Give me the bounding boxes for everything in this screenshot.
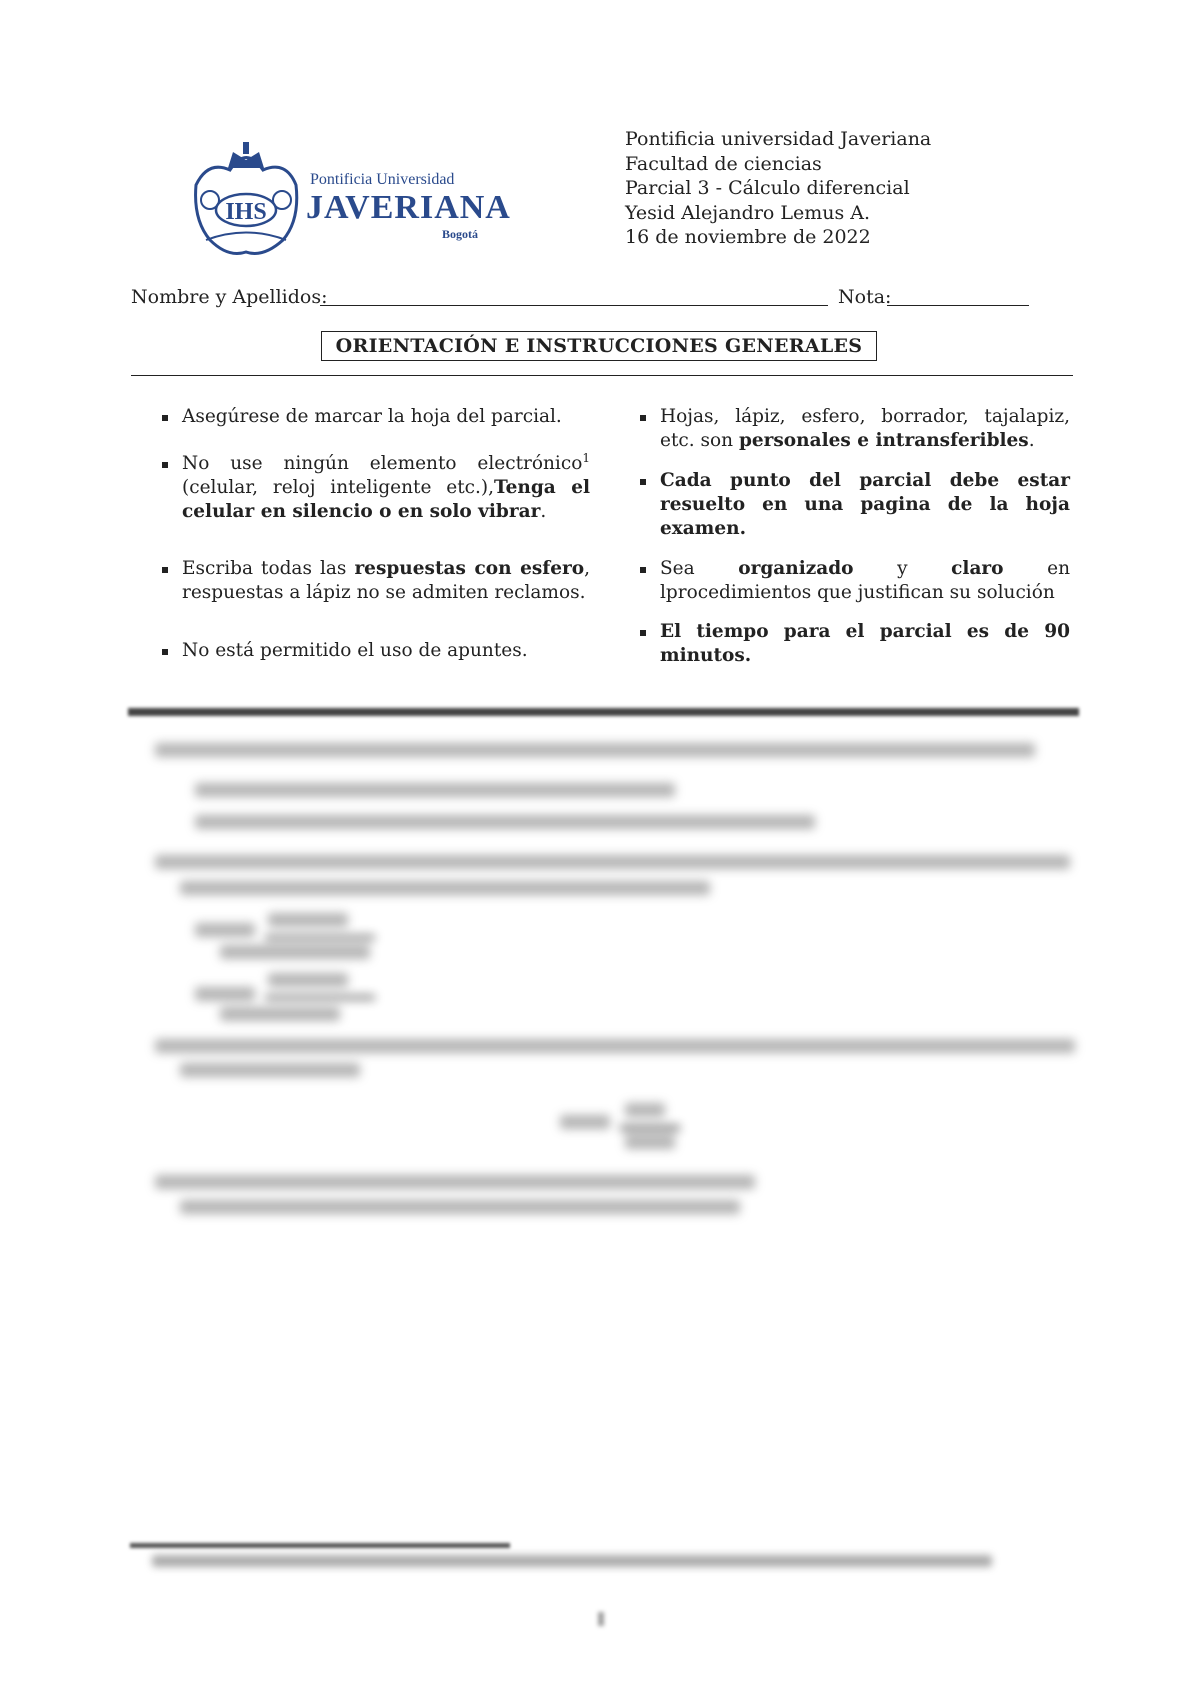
faculty-name: Facultad de ciencias xyxy=(625,152,822,175)
instructions-left xyxy=(160,405,590,663)
list-item: No use ningún elemento electrónico$^1$ (celular, reloj inteligente etc.),Tenga el celular en silencio o en solo vibrar. xyxy=(160,452,590,524)
exam-date: 16 de noviembre de 2022 xyxy=(625,226,871,248)
grade-label: Nota: xyxy=(838,286,892,308)
crest-icon xyxy=(196,142,297,254)
blurred-questions xyxy=(150,735,1080,1235)
list-item: No está permitido el uso de apuntes. xyxy=(160,639,590,663)
thick-divider xyxy=(128,708,1079,716)
list-item: Sea organizado y claro en lprocedimientos que justifican su solución xyxy=(638,557,1070,605)
instructor-name: Yesid Alejandro Lemus A. xyxy=(625,201,871,224)
footnote-marker: 1 xyxy=(582,451,590,465)
student-info-row xyxy=(131,286,1031,312)
logo-text-line1: Pontificia Universidad xyxy=(310,171,455,188)
exam-title: Parcial 3 - Cálculo diferencial xyxy=(625,177,910,199)
footnote-text-blurred xyxy=(152,1555,992,1567)
list-item: El tiempo para el parcial es de 90 minutos. xyxy=(638,620,1070,668)
divider xyxy=(131,375,1073,376)
footnote-divider xyxy=(130,1543,510,1548)
name-label: Nombre y Apellidos: xyxy=(131,286,328,308)
list-item: Hojas, lápiz, esfero, borrador, tajalapiz, etc. son personales e intransferibles. xyxy=(638,405,1070,453)
institution-name: Pontificia universidad Javeriana xyxy=(625,128,932,150)
instructions-right xyxy=(638,405,1070,668)
section-title: ORIENTACIÓN E INSTRUCCIONES GENERALES xyxy=(321,331,877,361)
grade-field[interactable] xyxy=(887,305,1029,306)
page-number-blurred xyxy=(598,1612,604,1626)
header-info xyxy=(625,127,931,250)
svg-text:IHS: IHS xyxy=(225,199,267,225)
university-logo xyxy=(188,140,511,258)
list-item: Escriba todas las respuestas con esfero, respuestas a lápiz no se admiten reclamos. xyxy=(160,557,590,605)
list-item: Cada punto del parcial debe estar resuelto en una pagina de la hoja examen. xyxy=(638,469,1070,541)
logo-text-line2: JAVERIANA xyxy=(306,189,511,226)
name-field[interactable] xyxy=(320,305,828,306)
logo-text-line3: Bogotá xyxy=(442,227,478,241)
list-item: Asegúrese de marcar la hoja del parcial. xyxy=(160,405,590,429)
